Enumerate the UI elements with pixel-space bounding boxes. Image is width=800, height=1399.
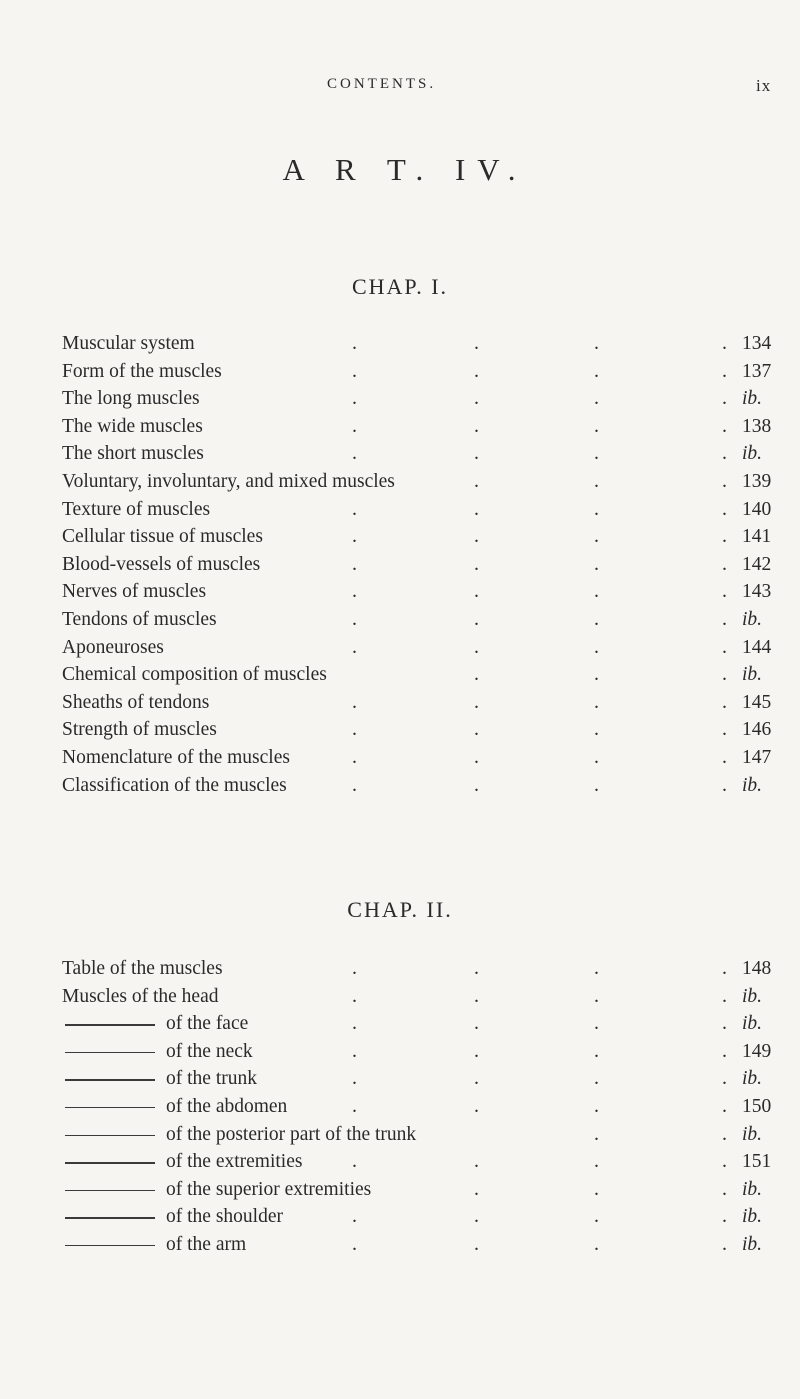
toc-entry-page: 134 bbox=[742, 333, 772, 354]
toc-entry-page: ib. bbox=[742, 1178, 763, 1200]
ditto-dash bbox=[65, 1162, 155, 1164]
leader-dot: . bbox=[474, 690, 479, 713]
leader-dot: . bbox=[352, 1232, 357, 1255]
toc-entry bbox=[62, 551, 772, 579]
leader-dot: . bbox=[594, 1150, 599, 1173]
leader-dot: . bbox=[474, 1205, 479, 1228]
chapter-title: CHAP. I. bbox=[351, 274, 449, 299]
toc-entry-page: 145 bbox=[742, 691, 772, 713]
leader-dot: . bbox=[594, 773, 599, 796]
toc-entry-title: Nomenclature of the muscles bbox=[62, 746, 290, 768]
toc-entry-title: Table of the muscles bbox=[62, 958, 223, 979]
leader-dot: . bbox=[352, 1012, 357, 1035]
toc-entry bbox=[62, 523, 772, 551]
ditto-dash bbox=[65, 1217, 155, 1219]
leader-dot: . bbox=[474, 1150, 479, 1173]
leader-dot: . bbox=[352, 773, 357, 796]
leader-dot: . bbox=[594, 1039, 599, 1062]
toc-entry bbox=[62, 1176, 763, 1204]
leader-dot: . bbox=[722, 580, 727, 603]
leader-dot: . bbox=[474, 442, 479, 465]
leader-dot: . bbox=[352, 1150, 357, 1173]
leader-dot: . bbox=[352, 414, 357, 437]
toc-entry-page: 140 bbox=[742, 498, 772, 520]
leader-dot: . bbox=[722, 718, 727, 741]
toc-entry-title: The wide muscles bbox=[62, 415, 203, 437]
leader-dot: . bbox=[594, 1205, 599, 1228]
leader-dot: . bbox=[594, 387, 599, 410]
toc-entry bbox=[62, 330, 772, 358]
toc-entry-title: Cellular tissue of muscles bbox=[62, 526, 263, 548]
toc-entry-page: ib. bbox=[742, 1013, 763, 1035]
toc-entry-page: 149 bbox=[742, 1040, 772, 1062]
leader-dot: . bbox=[594, 1094, 599, 1117]
leader-dot: . bbox=[722, 773, 727, 796]
leader-dot: . bbox=[474, 1012, 479, 1035]
leader-dot: . bbox=[352, 359, 357, 382]
leader-dot: . bbox=[594, 497, 599, 520]
leader-dot: . bbox=[352, 690, 357, 713]
leader-dot: . bbox=[722, 957, 727, 979]
toc-entry-page: ib. bbox=[742, 1068, 763, 1090]
toc-entry bbox=[62, 634, 772, 662]
toc-entry bbox=[62, 1203, 763, 1231]
leader-dot: . bbox=[594, 1012, 599, 1035]
leader-dot: . bbox=[352, 497, 357, 520]
toc-entry bbox=[62, 1231, 763, 1259]
leader-dot: . bbox=[594, 1177, 599, 1200]
toc-entry-page: ib. bbox=[742, 985, 763, 1007]
leader-dot: . bbox=[594, 525, 599, 548]
leader-dot: . bbox=[594, 552, 599, 575]
toc-entry-title: of the face bbox=[166, 1013, 249, 1035]
leader-dot: . bbox=[594, 1067, 599, 1090]
toc-entry-page: 142 bbox=[742, 553, 772, 575]
leader-dot: . bbox=[352, 1039, 357, 1062]
leader-dot: . bbox=[352, 525, 357, 548]
leader-dot: . bbox=[594, 607, 599, 630]
leader-dot: . bbox=[474, 525, 479, 548]
leader-dot: . bbox=[352, 635, 357, 658]
leader-dot: . bbox=[722, 1177, 727, 1200]
leader-dot: . bbox=[474, 984, 479, 1007]
leader-dot: . bbox=[722, 525, 727, 548]
toc-entry bbox=[62, 744, 772, 772]
toc-entry-title: The long muscles bbox=[62, 388, 200, 410]
leader-dot: . bbox=[722, 552, 727, 575]
toc-entry bbox=[62, 661, 763, 689]
toc-entry bbox=[62, 440, 763, 468]
toc-entry-title: Classification of the muscles bbox=[62, 774, 287, 796]
toc-entry-page: 143 bbox=[742, 581, 772, 603]
toc-entry-page: ib. bbox=[742, 608, 763, 630]
toc-entry bbox=[62, 772, 763, 800]
leader-dot: . bbox=[594, 469, 599, 492]
leader-dot: . bbox=[722, 663, 727, 686]
chapter-1-entries bbox=[62, 330, 772, 799]
leader-dot: . bbox=[594, 359, 599, 382]
ditto-dash bbox=[65, 1190, 155, 1192]
ditto-dash bbox=[65, 1245, 155, 1247]
leader-dot: . bbox=[474, 469, 479, 492]
toc-entry bbox=[62, 358, 772, 386]
leader-dot: . bbox=[594, 332, 599, 354]
leader-dot: . bbox=[474, 957, 479, 979]
leader-dot: . bbox=[352, 1067, 357, 1090]
toc-entry bbox=[62, 413, 772, 441]
leader-dot: . bbox=[722, 332, 727, 354]
toc-entry-title: Muscles of the head bbox=[62, 985, 219, 1007]
page-number: ix bbox=[756, 76, 772, 95]
toc-entry bbox=[62, 955, 772, 983]
toc-entry-title: Muscular system bbox=[62, 333, 195, 354]
toc-entry-page: ib. bbox=[742, 1206, 763, 1228]
toc-entry bbox=[62, 385, 763, 413]
toc-entry bbox=[62, 689, 772, 717]
leader-dot: . bbox=[722, 414, 727, 437]
leader-dot: . bbox=[352, 552, 357, 575]
toc-entry-page: ib. bbox=[742, 664, 763, 686]
toc-entry-title: Chemical composition of muscles bbox=[62, 664, 327, 686]
ditto-dash bbox=[65, 1052, 155, 1054]
running-head-title: CONTENTS. bbox=[327, 76, 437, 92]
leader-dot: . bbox=[474, 718, 479, 741]
toc-entry-title: Voluntary, involuntary, and mixed muscles bbox=[62, 470, 395, 492]
leader-dot: . bbox=[352, 745, 357, 768]
toc-entry bbox=[62, 606, 763, 634]
leader-dot: . bbox=[722, 1205, 727, 1228]
toc-entry bbox=[62, 1065, 763, 1093]
chapter-title: CHAP. II. bbox=[347, 897, 453, 922]
toc-entry-title: The short muscles bbox=[62, 443, 204, 465]
toc-entry-title: Nerves of muscles bbox=[62, 581, 207, 603]
toc-entry-title: Blood-vessels of muscles bbox=[62, 553, 261, 575]
leader-dot: . bbox=[594, 635, 599, 658]
leader-dot: . bbox=[722, 442, 727, 465]
leader-dot: . bbox=[474, 1067, 479, 1090]
leader-dot: . bbox=[474, 497, 479, 520]
toc-entry-title: of the extremities bbox=[166, 1151, 303, 1173]
toc-entry bbox=[62, 1148, 772, 1176]
leader-dot: . bbox=[722, 359, 727, 382]
leader-dot: . bbox=[722, 607, 727, 630]
toc-entry bbox=[62, 468, 772, 496]
leader-dot: . bbox=[722, 1150, 727, 1173]
toc-entry-page: ib. bbox=[742, 388, 763, 410]
leader-dot: . bbox=[352, 442, 357, 465]
leader-dot: . bbox=[594, 718, 599, 741]
ditto-dash bbox=[65, 1135, 155, 1137]
leader-dot: . bbox=[474, 387, 479, 410]
toc-entry-page: 138 bbox=[742, 415, 772, 437]
toc-entry-title: Aponeuroses bbox=[62, 636, 164, 658]
toc-entry-title: of the trunk bbox=[166, 1068, 257, 1090]
leader-dot: . bbox=[474, 552, 479, 575]
toc-entry-title: Sheaths of tendons bbox=[62, 691, 210, 713]
toc-entry-title: Tendons of muscles bbox=[62, 608, 217, 630]
leader-dot: . bbox=[474, 745, 479, 768]
toc-entry-title: of the superior extremities bbox=[166, 1178, 372, 1200]
toc-entry-page: ib. bbox=[742, 774, 763, 796]
toc-entry bbox=[62, 578, 772, 606]
toc-entry-title: of the posterior part of the trunk bbox=[166, 1123, 417, 1145]
leader-dot: . bbox=[474, 580, 479, 603]
part-title: A R T. IV. bbox=[282, 152, 528, 187]
toc-entry bbox=[62, 716, 772, 744]
leader-dot: . bbox=[352, 580, 357, 603]
ditto-dash bbox=[65, 1024, 155, 1026]
leader-dot: . bbox=[474, 359, 479, 382]
toc-entry bbox=[62, 1038, 772, 1066]
leader-dot: . bbox=[352, 607, 357, 630]
toc-entry bbox=[62, 983, 763, 1011]
toc-entry-page: 146 bbox=[742, 719, 772, 741]
leader-dot: . bbox=[722, 1122, 727, 1145]
toc-entry bbox=[62, 1121, 763, 1149]
leader-dot: . bbox=[722, 1232, 727, 1255]
toc-entry-title: of the neck bbox=[166, 1040, 253, 1062]
leader-dot: . bbox=[474, 663, 479, 686]
leader-dot: . bbox=[594, 414, 599, 437]
toc-entry bbox=[62, 1010, 763, 1038]
leader-dot: . bbox=[594, 580, 599, 603]
chapter-2-entries bbox=[62, 955, 772, 1259]
leader-dot: . bbox=[474, 607, 479, 630]
leader-dot: . bbox=[352, 1094, 357, 1117]
toc-entry-page: 147 bbox=[742, 746, 772, 768]
leader-dot: . bbox=[474, 1094, 479, 1117]
leader-dot: . bbox=[594, 663, 599, 686]
toc-entry-title: of the arm bbox=[166, 1233, 247, 1255]
leader-dot: . bbox=[594, 1122, 599, 1145]
running-head bbox=[0, 76, 800, 100]
leader-dot: . bbox=[722, 387, 727, 410]
toc-entry bbox=[62, 496, 772, 524]
toc-entry-title: of the abdomen bbox=[166, 1095, 288, 1117]
leader-dot: . bbox=[594, 984, 599, 1007]
toc-entry-page: 144 bbox=[742, 636, 772, 658]
toc-entry-title: Strength of muscles bbox=[62, 719, 217, 741]
toc-entry-page: 139 bbox=[742, 470, 772, 492]
leader-dot: . bbox=[722, 984, 727, 1007]
toc-entry-title: of the shoulder bbox=[166, 1206, 283, 1228]
leader-dot: . bbox=[474, 1232, 479, 1255]
ditto-dash bbox=[65, 1107, 155, 1109]
toc-entry-page: 141 bbox=[742, 526, 772, 548]
leader-dot: . bbox=[594, 442, 599, 465]
leader-dot: . bbox=[722, 1039, 727, 1062]
leader-dot: . bbox=[722, 1094, 727, 1117]
leader-dot: . bbox=[474, 1039, 479, 1062]
ditto-dash bbox=[65, 1079, 155, 1081]
leader-dot: . bbox=[722, 469, 727, 492]
toc-entry-page: 151 bbox=[742, 1151, 772, 1173]
toc-entry-page: 150 bbox=[742, 1095, 772, 1117]
leader-dot: . bbox=[722, 745, 727, 768]
toc-entry-page: ib. bbox=[742, 1233, 763, 1255]
leader-dot: . bbox=[594, 1232, 599, 1255]
leader-dot: . bbox=[722, 1012, 727, 1035]
toc-entry-page: ib. bbox=[742, 1123, 763, 1145]
toc-entry-title: Form of the muscles bbox=[62, 360, 222, 382]
leader-dot: . bbox=[352, 718, 357, 741]
leader-dot: . bbox=[722, 690, 727, 713]
leader-dot: . bbox=[594, 690, 599, 713]
toc-entry bbox=[62, 1093, 772, 1121]
leader-dot: . bbox=[352, 1205, 357, 1228]
leader-dot: . bbox=[474, 414, 479, 437]
leader-dot: . bbox=[352, 332, 357, 354]
leader-dot: . bbox=[594, 745, 599, 768]
leader-dot: . bbox=[722, 635, 727, 658]
toc-entry-page: 148 bbox=[742, 958, 772, 979]
leader-dot: . bbox=[474, 635, 479, 658]
leader-dot: . bbox=[352, 957, 357, 979]
leader-dot: . bbox=[722, 497, 727, 520]
leader-dot: . bbox=[594, 957, 599, 979]
toc-entry-page: ib. bbox=[742, 443, 763, 465]
leader-dot: . bbox=[474, 1177, 479, 1200]
leader-dot: . bbox=[474, 773, 479, 796]
toc-entry-title: Texture of muscles bbox=[62, 498, 211, 520]
leader-dot: . bbox=[474, 332, 479, 354]
toc-entry-page: 137 bbox=[742, 360, 772, 382]
leader-dot: . bbox=[352, 387, 357, 410]
leader-dot: . bbox=[352, 984, 357, 1007]
leader-dot: . bbox=[722, 1067, 727, 1090]
